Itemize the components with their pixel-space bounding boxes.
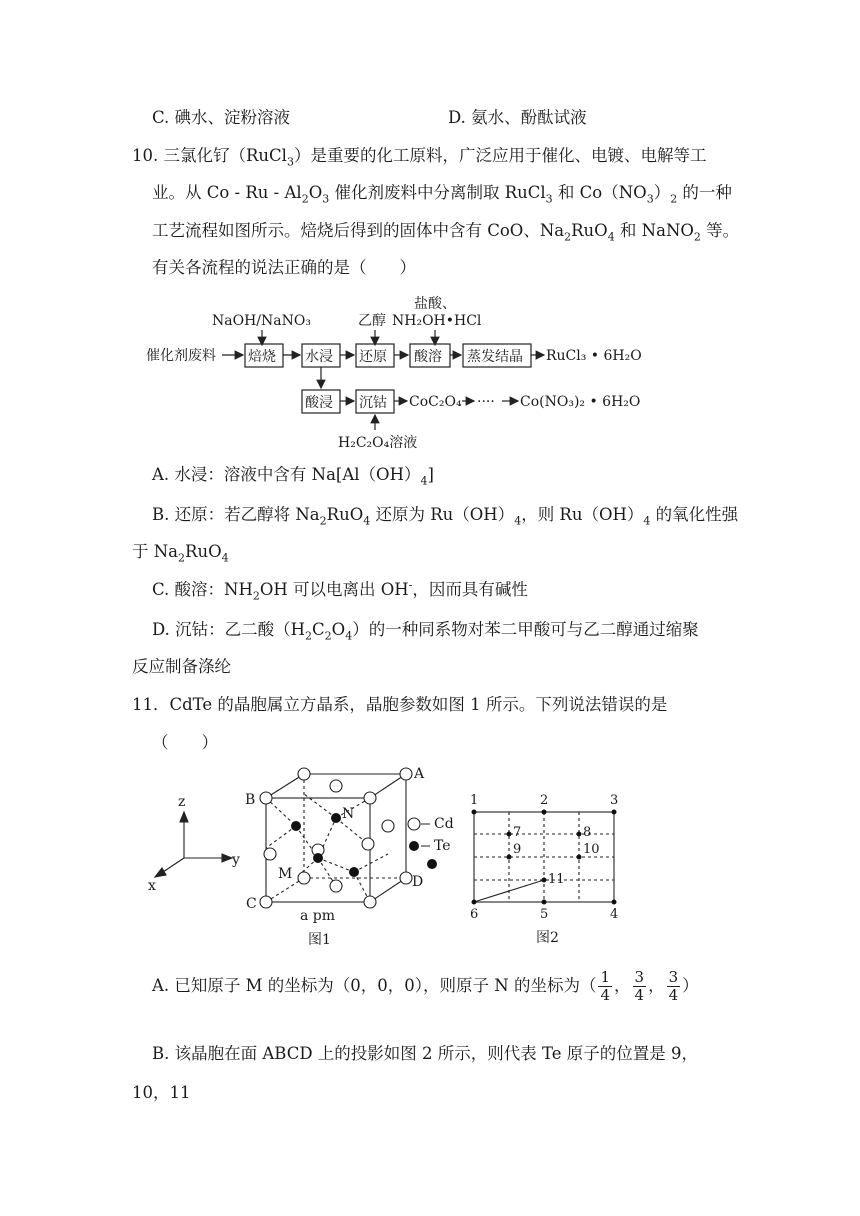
legend-te: Te xyxy=(434,838,451,854)
reagent-reduce: 乙醇 xyxy=(358,313,386,329)
q11-option-a: A. 已知原子 M 的坐标为（0，0，0），则原子 N 的坐标为（ $\frac{1}{4}$ ， $\frac{3}{4}$ ， $\frac{3}{4}$ ） xyxy=(152,968,699,1004)
reagent-acid: NH₂OH•HCl xyxy=(392,313,482,329)
label-C: C xyxy=(246,896,257,912)
q11-stem-line2: （ ） xyxy=(152,733,218,752)
box-acid-dissolve-label: 酸溶 xyxy=(414,349,442,365)
reagent-roast: NaOH/NaNO₃ xyxy=(212,313,311,329)
q11-option-b-cont: 10，11 xyxy=(132,1083,191,1102)
box-acid-leach-label: 酸浸 xyxy=(305,395,333,411)
q9-option-d: D. 氨水、酚酞试液 xyxy=(448,108,587,127)
q10-option-b-cont: 于 $Na_2RuO_4$ xyxy=(132,542,229,565)
fig2-label-2: 2 xyxy=(540,793,549,808)
fig2-label-1: 1 xyxy=(470,793,479,808)
box-precip-label: 沉钴 xyxy=(359,395,387,411)
figure2-caption: 图2 xyxy=(536,930,559,946)
fig2-label-8: 8 xyxy=(583,825,592,840)
q9-option-c: C. 碘水、淀粉溶液 xyxy=(152,108,291,127)
fig2-label-4: 4 xyxy=(610,907,619,922)
q10-option-d-cont: 反应制备涤纶 xyxy=(132,657,231,676)
figure2-projection xyxy=(462,786,632,951)
label-B: B xyxy=(245,792,256,808)
q10-option-b: B. 还原：若乙醇将 $Na_2RuO_4$ 还原为 $Ru(OH)_4$，则 $Ru(OH)_4$ 的氧化性强 xyxy=(152,505,739,528)
label-D: D xyxy=(412,874,424,890)
q10-stem-line4: 有关各流程的说法正确的是（ ） xyxy=(152,258,416,277)
process-flowchart xyxy=(140,290,660,455)
label-N: N xyxy=(342,806,355,822)
reagent-acid-top: 盐酸、 xyxy=(414,296,456,312)
q11-stem-line1: 11．CdTe 的晶胞属立方晶系，晶胞参数如图 1 所示。下列说法错误的是 xyxy=(132,695,668,714)
reagent-precip: H₂C₂O₄溶液 xyxy=(338,435,418,451)
figure1-unit-cell xyxy=(140,758,470,953)
fig2-label-7: 7 xyxy=(513,825,522,840)
flow-coc2o4: CoC₂O₄ xyxy=(409,394,462,410)
q10-option-c: C. 酸溶：$NH_2OH$ 可以电离出 OH-，因而具有碱性 xyxy=(152,578,528,603)
legend-cd: Cd xyxy=(434,816,454,832)
fig2-label-6: 6 xyxy=(470,907,479,922)
label-apm: a pm xyxy=(300,908,336,924)
q10-stem-line1: 10. 三氯化钌（RuCl$_3$）是重要的化工原料，广泛应用于催化、电镀、电解等工 xyxy=(132,146,707,169)
q10-stem-line2: 业。从 Co - Ru - $Al_2O_3$ 催化剂废料中分离制取 RuCl$_3$ 和 $Co(NO_3)_2$ 的一种 xyxy=(152,183,732,206)
flow-product2: Co(NO₃)₂ • 6H₂O xyxy=(520,394,641,410)
label-A: A xyxy=(414,766,425,782)
label-M: M xyxy=(278,866,293,882)
box-roast-label: 焙烧 xyxy=(248,349,276,365)
flow-start: 催化剂废料 xyxy=(146,348,216,364)
q10-stem-line3: 工艺流程如图所示。焙烧后得到的固体中含有 CoO、$Na_2RuO_4$ 和 NaNO$_2$ 等。 xyxy=(152,221,740,244)
axis-y: y xyxy=(232,852,240,868)
box-reduce-label: 还原 xyxy=(359,349,387,365)
fig2-label-9: 9 xyxy=(513,842,522,857)
fig2-label-5: 5 xyxy=(540,907,549,922)
figure1-caption: 图1 xyxy=(308,932,331,948)
axis-x: x xyxy=(148,878,156,894)
fraction-y: $\frac{3}{4}$ xyxy=(634,968,645,1004)
q10-option-a: A. 水浸：溶液中含有 $Na[Al(OH)_4]$ xyxy=(152,465,434,488)
fig2-label-11: 11 xyxy=(548,872,565,887)
fraction-z: $\frac{3}{4}$ xyxy=(668,968,679,1004)
fig2-label-3: 3 xyxy=(610,793,619,808)
box-water-leach-label: 水浸 xyxy=(305,349,333,365)
fraction-x: $\frac{1}{4}$ xyxy=(600,968,611,1004)
axis-z: z xyxy=(178,794,186,810)
flow-product1: RuCl₃ • 6H₂O xyxy=(546,348,642,364)
q10-option-d: D. 沉钴：乙二酸$(H_2C_2O_4)$的一种同系物对苯二甲酸可与乙二醇通过缩聚 xyxy=(152,620,699,643)
fig2-label-10: 10 xyxy=(583,842,600,857)
box-evaporate-label: 蒸发结晶 xyxy=(467,349,523,365)
q11-option-b: B. 该晶胞在面 ABCD 上的投影如图 2 所示，则代表 Te 原子的位置是 9， xyxy=(152,1044,699,1063)
flow-dots: ···· xyxy=(477,394,495,410)
